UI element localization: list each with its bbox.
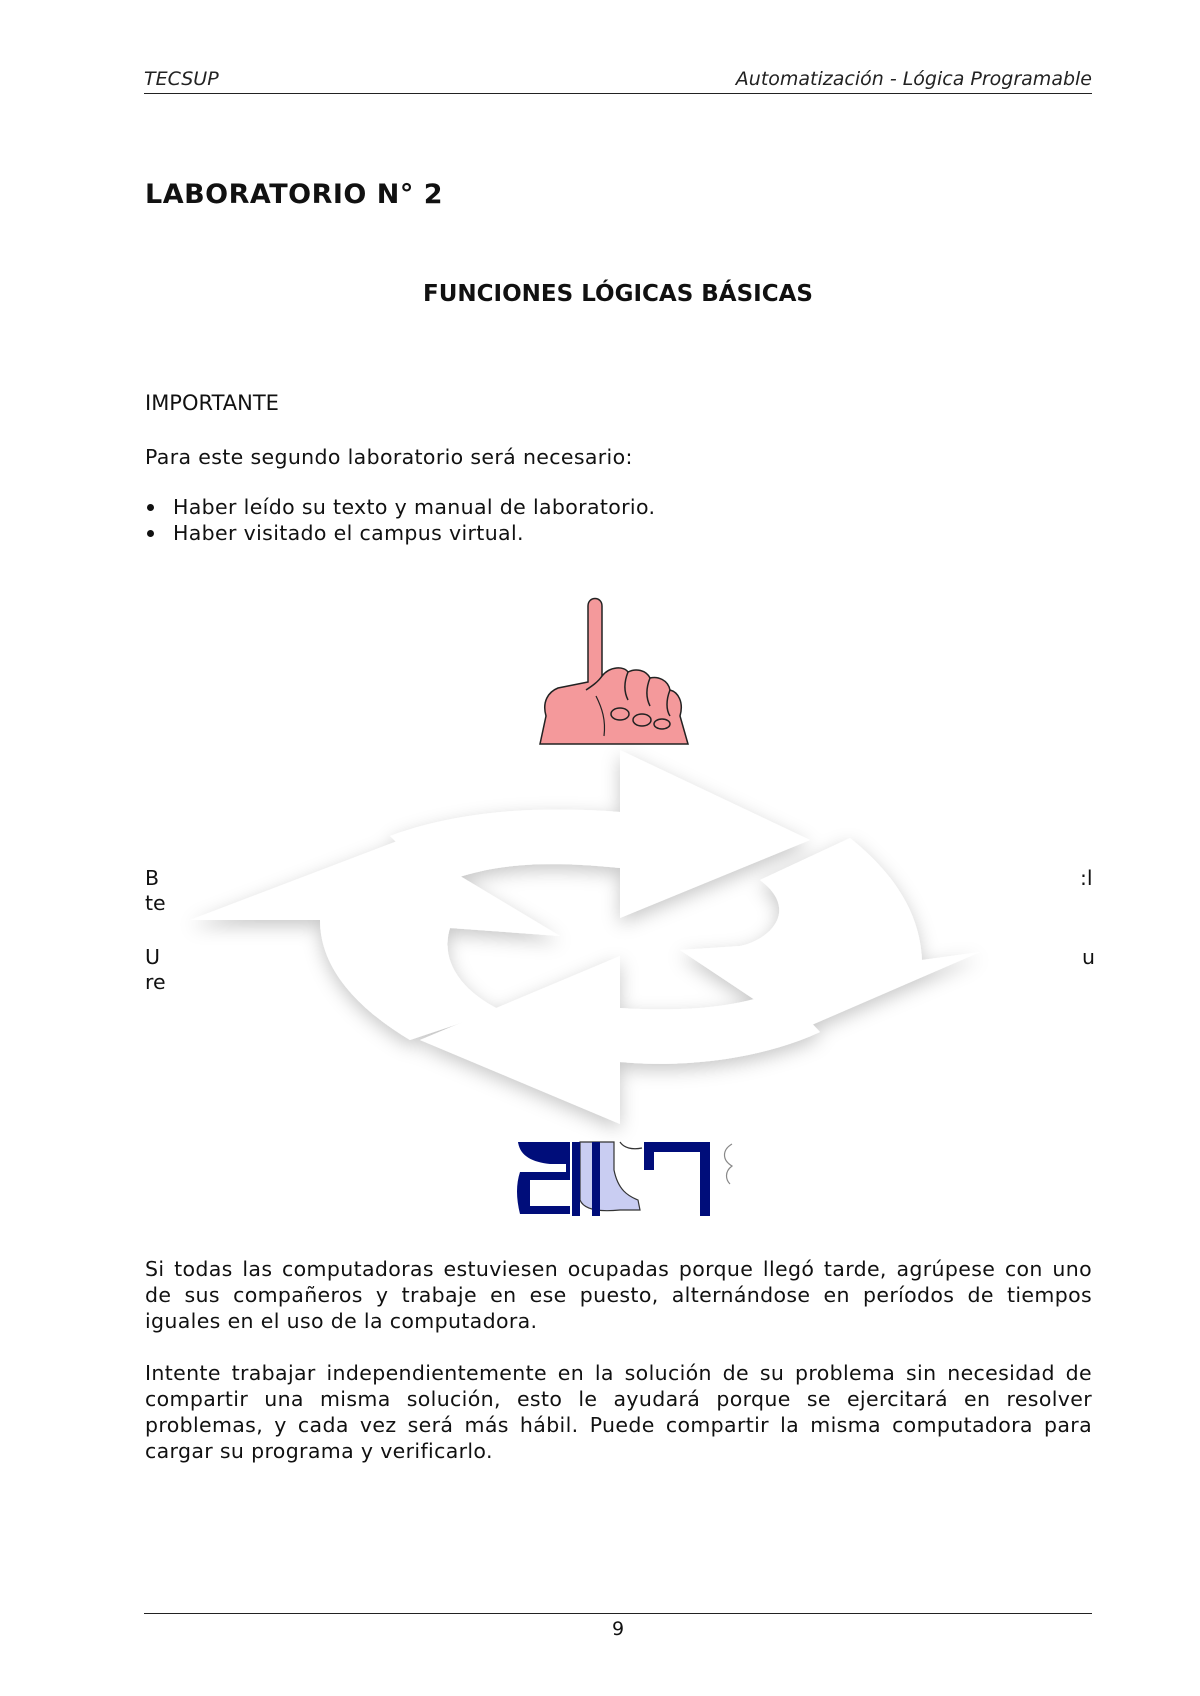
obscured-fragment: U — [145, 945, 161, 969]
person-at-computer-icon — [510, 1140, 740, 1220]
pointing-hand-icon — [540, 596, 690, 744]
footer-divider — [144, 1613, 1092, 1614]
header-right: Automatización - Lógica Programable — [735, 68, 1092, 90]
obscured-fragment: :l — [1080, 866, 1093, 890]
paragraph: Si todas las computadoras estuviesen ocupadas porque llegó tarde, agrúpese con uno de sus compañeros y trabaje en ese puesto, alternándose en períodos de tiempos iguales en el uso de la computadora. — [145, 1257, 1092, 1333]
cycle-arrows-icon — [160, 740, 1060, 1140]
list-item: Haber leído su texto y manual de laboratorio. — [145, 494, 655, 520]
obscured-fragment: B — [145, 866, 160, 890]
page-number: 9 — [611, 1618, 625, 1640]
obscured-fragment: u — [1082, 945, 1095, 969]
important-heading: IMPORTANTE — [145, 391, 279, 415]
list-item: Haber visitado el campus virtual. — [145, 520, 655, 546]
obscured-fragment: re — [145, 970, 166, 994]
header-divider — [144, 93, 1092, 94]
intro-text: Para este segundo laboratorio será necesario: — [145, 445, 633, 469]
lab-title: LABORATORIO N° 2 — [145, 179, 444, 210]
requirements-list — [145, 494, 655, 546]
obscured-fragment: te — [145, 891, 166, 915]
header-left: TECSUP — [144, 68, 219, 90]
paragraph: Intente trabajar independientemente en la solución de su problema sin necesidad de compartir una misma solución, esto le ayudará porque se ejercitará en resolver problemas, y cada vez será más hábil. Puede compartir la misma computadora para cargar su programa y verificarlo. — [145, 1361, 1092, 1463]
section-title: FUNCIONES LÓGICAS BÁSICAS — [423, 281, 813, 307]
